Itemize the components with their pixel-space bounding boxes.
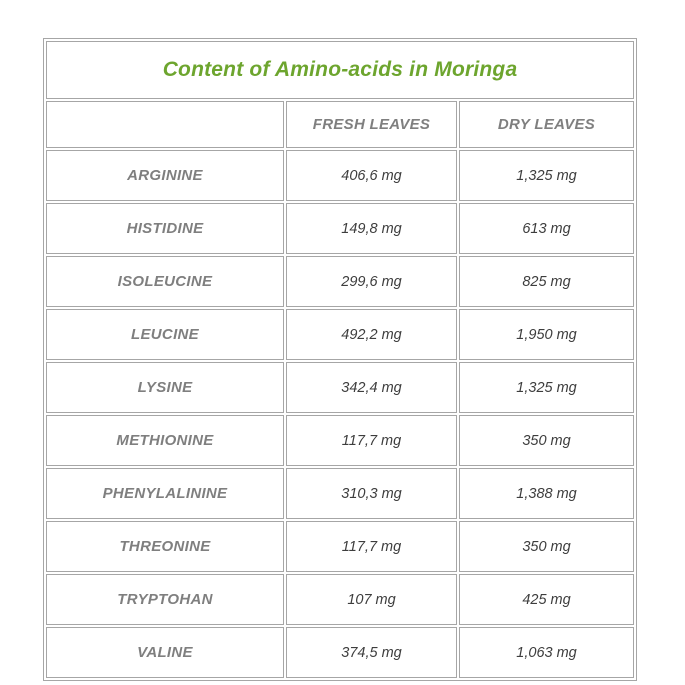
title-row (46, 41, 634, 99)
fresh-leaves-value: 492,2 mg (286, 309, 457, 360)
header-row (46, 101, 634, 148)
dry-leaves-value: 825 mg (459, 256, 634, 307)
table-title: Content of Amino-acids in Moringa (46, 41, 634, 99)
dry-leaves-value: 1,388 mg (459, 468, 634, 519)
amino-acid-name: ISOLEUCINE (46, 256, 284, 307)
table-body (46, 150, 634, 678)
fresh-leaves-value: 406,6 mg (286, 150, 457, 201)
fresh-leaves-value: 342,4 mg (286, 362, 457, 413)
fresh-leaves-value: 299,6 mg (286, 256, 457, 307)
amino-acid-name: LEUCINE (46, 309, 284, 360)
amino-acid-name: ARGININE (46, 150, 284, 201)
header-dry-leaves: DRY LEAVES (459, 101, 634, 148)
dry-leaves-value: 1,063 mg (459, 627, 634, 678)
amino-acid-name: PHENYLALININE (46, 468, 284, 519)
fresh-leaves-value: 117,7 mg (286, 415, 457, 466)
table-row (46, 627, 634, 678)
table-row (46, 203, 634, 254)
dry-leaves-value: 425 mg (459, 574, 634, 625)
header-fresh-leaves: FRESH LEAVES (286, 101, 457, 148)
table-row (46, 468, 634, 519)
fresh-leaves-value: 117,7 mg (286, 521, 457, 572)
dry-leaves-value: 613 mg (459, 203, 634, 254)
table-row (46, 415, 634, 466)
header-empty-cell (46, 101, 284, 148)
amino-acid-name: THREONINE (46, 521, 284, 572)
table-row (46, 309, 634, 360)
dry-leaves-value: 1,325 mg (459, 150, 634, 201)
dry-leaves-value: 1,950 mg (459, 309, 634, 360)
dry-leaves-value: 1,325 mg (459, 362, 634, 413)
amino-acid-name: VALINE (46, 627, 284, 678)
fresh-leaves-value: 107 mg (286, 574, 457, 625)
amino-acid-name: LYSINE (46, 362, 284, 413)
table-row (46, 256, 634, 307)
table-row (46, 521, 634, 572)
table-row (46, 362, 634, 413)
dry-leaves-value: 350 mg (459, 521, 634, 572)
amino-acid-name: HISTIDINE (46, 203, 284, 254)
fresh-leaves-value: 374,5 mg (286, 627, 457, 678)
amino-acid-name: METHIONINE (46, 415, 284, 466)
dry-leaves-value: 350 mg (459, 415, 634, 466)
amino-acids-table (43, 38, 637, 681)
table-row (46, 150, 634, 201)
fresh-leaves-value: 149,8 mg (286, 203, 457, 254)
table-row (46, 574, 634, 625)
amino-acid-name: TRYPTOHAN (46, 574, 284, 625)
fresh-leaves-value: 310,3 mg (286, 468, 457, 519)
